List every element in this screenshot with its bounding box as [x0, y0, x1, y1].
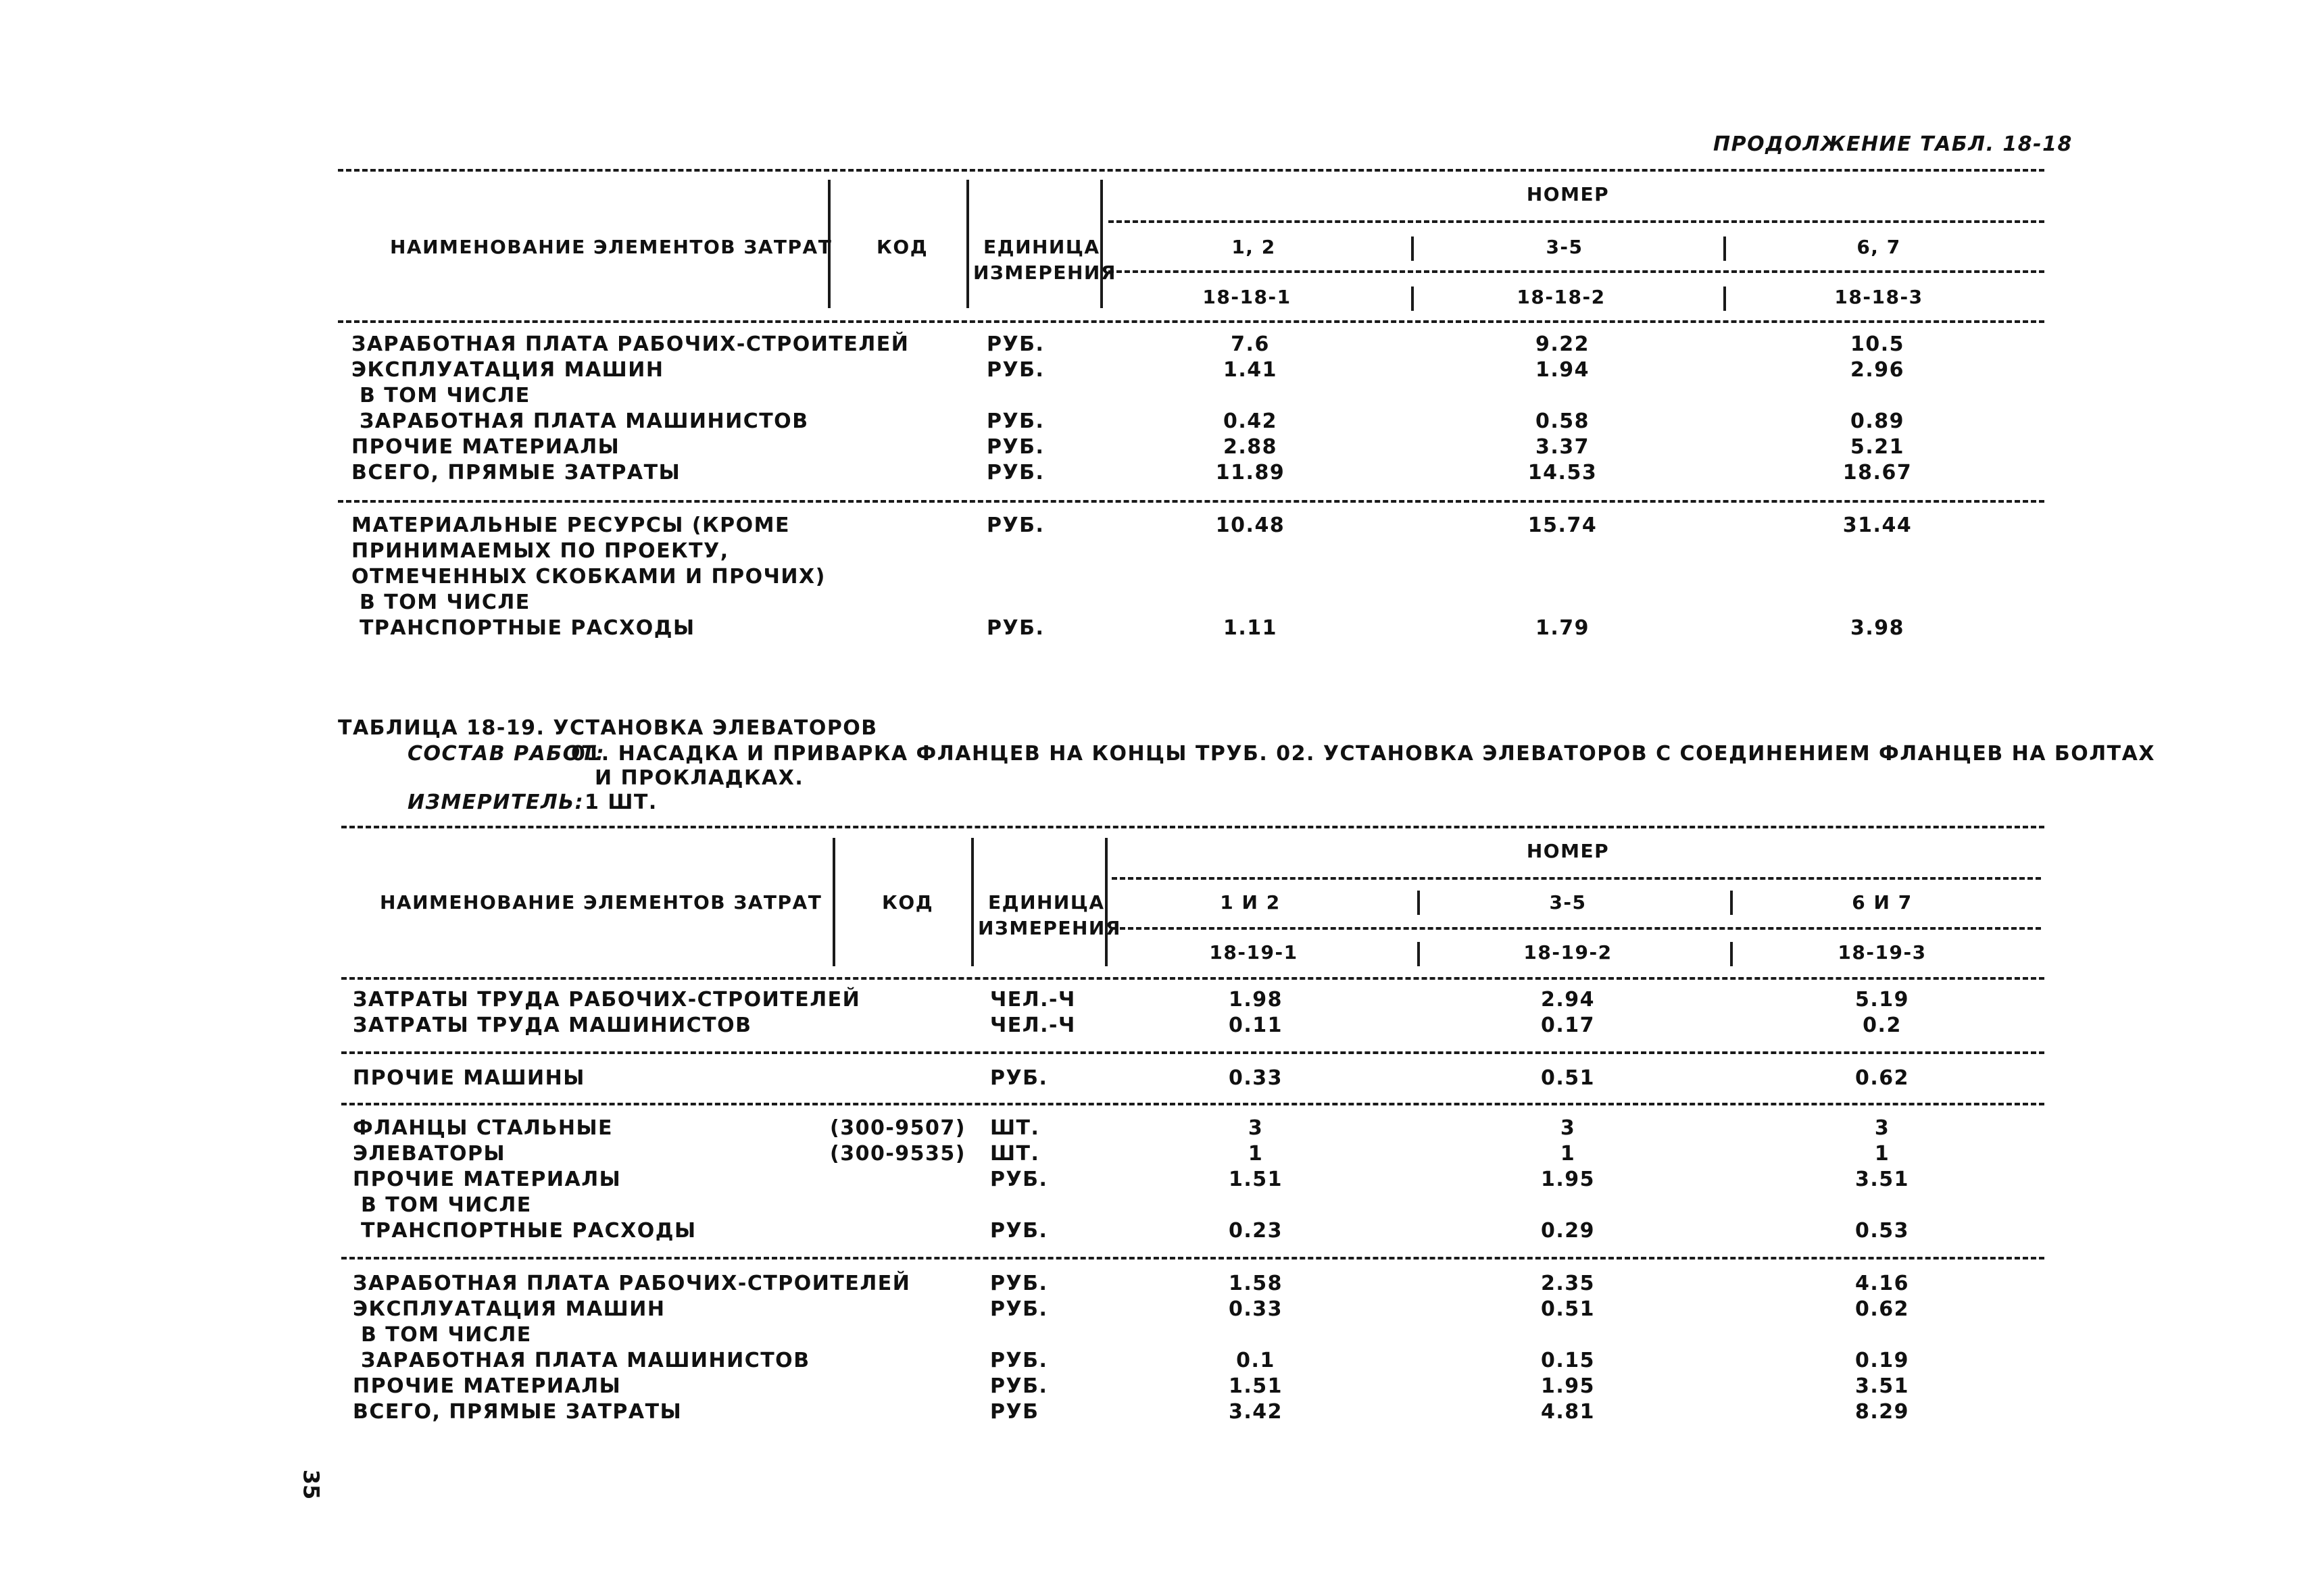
- t1-row-8-name: ОТМЕЧЕННЫХ СКОБКАМИ И ПРОЧИХ): [351, 565, 826, 589]
- t2-row-3-code: (300-9507): [830, 1116, 966, 1140]
- t2-row-4-value-3: 1: [1874, 1142, 1890, 1166]
- t1-sep-col1: [1411, 236, 1414, 261]
- t2-composition-text-1: 01. НАСАДКА И ПРИВАРКА ФЛАНЦЕВ НА КОНЦЫ ТРУБ. 02. УСТАНОВКА ЭЛЕВАТОРОВ С СОЕДИНЕНИЕМ ФЛАНЦЕВ НА БОЛТАХ: [571, 742, 2155, 766]
- continuation-note: ПРОДОЛЖЕНИЕ ТАБЛ. 18-18: [1713, 132, 2073, 156]
- t2-col-code-2: 18-19-2: [1523, 941, 1613, 964]
- t2-row-11-unit: РУБ.: [990, 1349, 1048, 1372]
- t2-row-5-value-3: 3.51: [1854, 1168, 1910, 1191]
- t1-sep-unit: [1100, 180, 1103, 308]
- t2-head-rule-1: [1112, 877, 2041, 880]
- t2-row-4-value-1: 1: [1248, 1142, 1264, 1166]
- t2-row-8-name: ЗАРАБОТНАЯ ПЛАТА РАБОЧИХ-СТРОИТЕЛЕЙ: [353, 1272, 911, 1295]
- t1-col-group-1: 1, 2: [1231, 236, 1276, 258]
- t1-row-5-value-3: 18.67: [1842, 461, 1913, 484]
- t1-row-6-value-3: 31.44: [1842, 514, 1913, 537]
- t2-rule-after-labor: [341, 1051, 2044, 1054]
- t1-row-3-value-2: 0.58: [1535, 409, 1590, 433]
- t1-row-3-value-1: 0.42: [1223, 409, 1278, 433]
- t1-row-10-name: ТРАНСПОРТНЫЕ РАСХОДЫ: [351, 616, 695, 640]
- t1-row-4-value-2: 3.37: [1535, 435, 1590, 459]
- t2-row-7-value-2: 0.29: [1540, 1219, 1596, 1243]
- t2-row-4-name: ЭЛЕВАТОРЫ: [353, 1142, 506, 1166]
- t2-row-5-value-1: 1.51: [1228, 1168, 1283, 1191]
- t1-sep-col2: [1723, 236, 1726, 261]
- t2-row-9-value-1: 0.33: [1228, 1297, 1283, 1321]
- t2-row-9-name: ЭКСПЛУАТАЦИЯ МАШИН: [353, 1297, 666, 1321]
- t2-head-unit-2: ИЗМЕРЕНИЯ: [978, 917, 1121, 939]
- t1-col-code-1: 18-18-1: [1202, 286, 1291, 308]
- t2-row-7-unit: РУБ.: [990, 1219, 1048, 1243]
- t2-meter-label: ИЗМЕРИТЕЛЬ:: [408, 791, 585, 814]
- t1-row-4-value-3: 5.21: [1850, 435, 1905, 459]
- t2-row-3-value-3: 3: [1874, 1116, 1890, 1140]
- t2-row-9-value-3: 0.62: [1854, 1297, 1910, 1321]
- t2-rule-after-materials: [341, 1257, 2044, 1260]
- t1-row-0-value-2: 9.22: [1535, 332, 1590, 356]
- t1-row-5-name: ВСЕГО, ПРЯМЫЕ ЗАТРАТЫ: [351, 461, 681, 484]
- t2-row-0-value-2: 2.94: [1540, 988, 1596, 1012]
- t2-row-13-name: ВСЕГО, ПРЯМЫЕ ЗАТРАТЫ: [353, 1400, 683, 1424]
- t1-row-10-value-1: 1.11: [1223, 616, 1278, 640]
- t2-row-13-value-1: 3.42: [1228, 1400, 1283, 1424]
- t1-col-group-2: 3-5: [1546, 236, 1583, 258]
- t1-row-5-value-1: 11.89: [1215, 461, 1285, 484]
- t2-row-2-value-1: 0.33: [1228, 1066, 1283, 1090]
- t1-row-0-value-1: 7.6: [1231, 332, 1270, 356]
- t1-row-6-unit: РУБ.: [987, 514, 1045, 537]
- page-number: 35: [298, 1469, 324, 1500]
- t1-row-6-name: МАТЕРИАЛЬНЫЕ РЕСУРСЫ (КРОМЕ: [351, 514, 790, 537]
- t1-row-1-value-2: 1.94: [1535, 358, 1590, 382]
- t1-row-0-unit: РУБ.: [987, 332, 1045, 356]
- t2-row-13-value-2: 4.81: [1540, 1400, 1596, 1424]
- t2-head-unit-1: ЕДИНИЦА: [988, 891, 1105, 914]
- t1-row-0-value-3: 10.5: [1850, 332, 1905, 356]
- t2-row-0-name: ЗАТРАТЫ ТРУДА РАБОЧИХ-СТРОИТЕЛЕЙ: [353, 988, 861, 1012]
- t1-sep-col1b: [1411, 286, 1414, 311]
- t2-row-12-value-2: 1.95: [1540, 1374, 1596, 1398]
- t2-row-4-code: (300-9535): [830, 1142, 966, 1166]
- t1-row-10-value-3: 3.98: [1850, 616, 1905, 640]
- t1-row-0-name: ЗАРАБОТНАЯ ПЛАТА РАБОЧИХ-СТРОИТЕЛЕЙ: [351, 332, 910, 356]
- t2-row-11-value-1: 0.1: [1236, 1349, 1275, 1372]
- t2-head-bottom-rule: [341, 977, 2044, 980]
- t1-row-4-value-1: 2.88: [1223, 435, 1278, 459]
- t2-row-7-value-3: 0.53: [1854, 1219, 1910, 1243]
- t2-row-11-value-2: 0.15: [1540, 1349, 1596, 1372]
- t2-row-3-value-1: 3: [1248, 1116, 1264, 1140]
- t1-row-10-value-2: 1.79: [1535, 616, 1590, 640]
- t2-row-4-unit: ШТ.: [990, 1142, 1040, 1166]
- t2-row-0-value-3: 5.19: [1854, 988, 1910, 1012]
- t2-composition-text-2: И ПРОКЛАДКАХ.: [595, 766, 804, 790]
- t2-row-13-value-3: 8.29: [1854, 1400, 1910, 1424]
- t1-col-code-3: 18-18-3: [1834, 286, 1923, 308]
- t2-meter-value: 1 ШТ.: [585, 791, 658, 814]
- t2-sep-name: [833, 838, 835, 966]
- t2-sep-col1: [1417, 891, 1420, 915]
- t1-row-5-unit: РУБ.: [987, 461, 1045, 484]
- t2-row-9-unit: РУБ.: [990, 1297, 1048, 1321]
- t2-row-1-name: ЗАТРАТЫ ТРУДА МАШИНИСТОВ: [353, 1014, 752, 1037]
- t2-row-0-value-1: 1.98: [1228, 988, 1283, 1012]
- t1-row-1-name: ЭКСПЛУАТАЦИЯ МАШИН: [351, 358, 664, 382]
- t2-row-5-unit: РУБ.: [990, 1168, 1048, 1191]
- t1-row-3-value-3: 0.89: [1850, 409, 1905, 433]
- t2-sep-col2: [1730, 891, 1733, 915]
- t2-row-8-value-3: 4.16: [1854, 1272, 1910, 1295]
- t2-row-1-value-1: 0.11: [1228, 1014, 1283, 1037]
- t2-sep-col2b: [1730, 942, 1733, 966]
- t2-head-name: НАИМЕНОВАНИЕ ЭЛЕМЕНТОВ ЗАТРАТ: [380, 891, 822, 914]
- t1-row-4-unit: РУБ.: [987, 435, 1045, 459]
- t2-row-12-value-3: 3.51: [1854, 1374, 1910, 1398]
- t2-row-5-value-2: 1.95: [1540, 1168, 1596, 1191]
- t1-row-6-value-2: 15.74: [1527, 514, 1598, 537]
- t2-row-2-value-3: 0.62: [1854, 1066, 1910, 1090]
- t2-row-8-value-2: 2.35: [1540, 1272, 1596, 1295]
- t2-top-rule: [341, 826, 2044, 828]
- t2-row-10-name: В ТОМ ЧИСЛЕ: [353, 1323, 532, 1347]
- t1-sep-col2b: [1723, 286, 1726, 311]
- t1-head-name: НАИМЕНОВАНИЕ ЭЛЕМЕНТОВ ЗАТРАТ: [390, 236, 833, 258]
- t2-row-6-name: В ТОМ ЧИСЛЕ: [353, 1193, 532, 1217]
- t1-head-code: КОД: [877, 236, 929, 258]
- t1-col-code-2: 18-18-2: [1517, 286, 1606, 308]
- t2-row-7-name: ТРАНСПОРТНЫЕ РАСХОДЫ: [353, 1219, 697, 1243]
- t1-top-rule: [338, 169, 2044, 172]
- t1-head-rule-1: [1108, 220, 2044, 223]
- t1-row-1-value-1: 1.41: [1223, 358, 1278, 382]
- t2-row-2-value-2: 0.51: [1540, 1066, 1596, 1090]
- t2-row-8-unit: РУБ.: [990, 1272, 1048, 1295]
- t1-row-7-name: ПРИНИМАЕМЫХ ПО ПРОЕКТУ,: [351, 539, 729, 563]
- t2-row-3-value-2: 3: [1560, 1116, 1576, 1140]
- t2-row-2-unit: РУБ.: [990, 1066, 1048, 1090]
- t2-composition-label: СОСТАВ РАБОТ:: [408, 742, 606, 766]
- t2-row-12-value-1: 1.51: [1228, 1374, 1283, 1398]
- t2-sep-unit: [1105, 838, 1108, 966]
- t2-row-5-name: ПРОЧИЕ МАТЕРИАЛЫ: [353, 1168, 622, 1191]
- t2-col-code-3: 18-19-3: [1838, 941, 1927, 964]
- t1-head-unit-1: ЕДИНИЦА: [983, 236, 1100, 258]
- t1-head-rule-2: [1108, 270, 2044, 273]
- t2-row-2-name: ПРОЧИЕ МАШИНЫ: [353, 1066, 585, 1090]
- t1-head-bottom-rule: [338, 320, 2044, 323]
- t2-row-11-name: ЗАРАБОТНАЯ ПЛАТА МАШИНИСТОВ: [353, 1349, 810, 1372]
- t1-col-group-3: 6, 7: [1856, 236, 1901, 258]
- t1-row-3-unit: РУБ.: [987, 409, 1045, 433]
- t1-row-9-name: В ТОМ ЧИСЛЕ: [351, 591, 531, 614]
- t1-row-5-value-2: 14.53: [1527, 461, 1598, 484]
- t2-row-3-name: ФЛАНЦЫ СТАЛЬНЫЕ: [353, 1116, 614, 1140]
- t1-head-number: НОМЕР: [1526, 183, 1610, 205]
- t1-row-2-name: В ТОМ ЧИСЛЕ: [351, 384, 531, 407]
- t1-sep-code: [966, 180, 969, 308]
- t2-rule-after-machines: [341, 1103, 2044, 1105]
- t1-head-unit-2: ИЗМЕРЕНИЯ: [973, 261, 1116, 284]
- t2-sep-code: [971, 838, 974, 966]
- t2-col-group-3: 6 И 7: [1852, 891, 1913, 914]
- t2-sep-col1b: [1417, 942, 1420, 966]
- t2-row-0-unit: ЧЕЛ.-Ч: [990, 988, 1076, 1012]
- t1-row-4-name: ПРОЧИЕ МАТЕРИАЛЫ: [351, 435, 620, 459]
- t2-head-rule-2: [1112, 927, 2041, 930]
- t1-row-10-unit: РУБ.: [987, 616, 1045, 640]
- t1-mid-rule: [338, 500, 2044, 503]
- t1-row-1-value-3: 2.96: [1850, 358, 1905, 382]
- t2-row-12-name: ПРОЧИЕ МАТЕРИАЛЫ: [353, 1374, 622, 1398]
- t2-row-7-value-1: 0.23: [1228, 1219, 1283, 1243]
- t1-row-3-name: ЗАРАБОТНАЯ ПЛАТА МАШИНИСТОВ: [351, 409, 809, 433]
- t2-head-code: КОД: [882, 891, 934, 914]
- t2-row-3-unit: ШТ.: [990, 1116, 1040, 1140]
- t1-row-6-value-1: 10.48: [1215, 514, 1285, 537]
- t2-row-12-unit: РУБ.: [990, 1374, 1048, 1398]
- t2-col-group-1: 1 И 2: [1220, 891, 1281, 914]
- t2-row-9-value-2: 0.51: [1540, 1297, 1596, 1321]
- t2-row-4-value-2: 1: [1560, 1142, 1576, 1166]
- t1-row-1-unit: РУБ.: [987, 358, 1045, 382]
- t2-row-1-unit: ЧЕЛ.-Ч: [990, 1014, 1076, 1037]
- t2-head-number: НОМЕР: [1526, 840, 1610, 862]
- t2-row-11-value-3: 0.19: [1854, 1349, 1910, 1372]
- t2-row-13-unit: РУБ: [990, 1400, 1039, 1424]
- t2-col-code-1: 18-19-1: [1209, 941, 1298, 964]
- t2-row-8-value-1: 1.58: [1228, 1272, 1283, 1295]
- t2-col-group-2: 3-5: [1549, 891, 1587, 914]
- t2-row-1-value-2: 0.17: [1540, 1014, 1596, 1037]
- t2-row-1-value-3: 0.2: [1863, 1014, 1902, 1037]
- t2-title: ТАБЛИЦА 18-19. УСТАНОВКА ЭЛЕВАТОРОВ: [338, 716, 878, 740]
